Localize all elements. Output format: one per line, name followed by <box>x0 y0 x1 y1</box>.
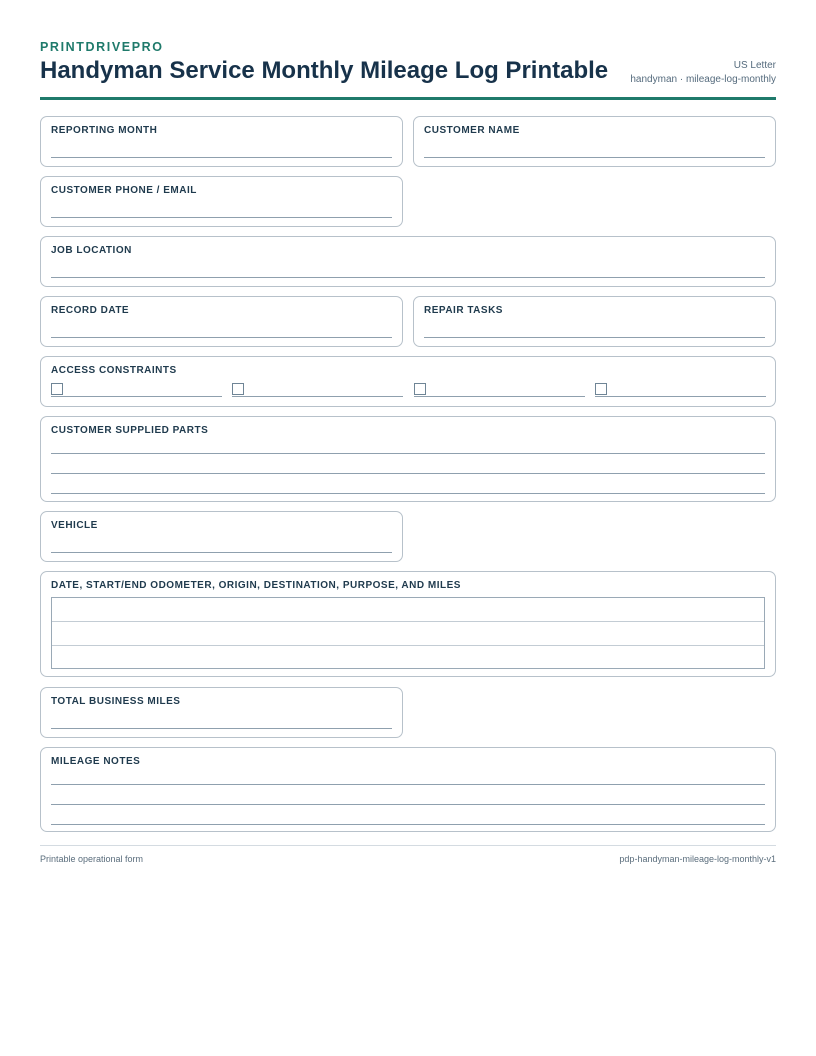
write-line <box>595 396 766 397</box>
field-label: CUSTOMER NAME <box>424 125 520 136</box>
access-constraints-field <box>40 356 776 407</box>
field-label: MILEAGE NOTES <box>51 756 141 767</box>
write-line[interactable] <box>51 804 765 805</box>
write-line[interactable] <box>424 157 765 158</box>
write-line <box>414 396 585 397</box>
form-slug: handyman · mileage-log-monthly <box>630 74 776 85</box>
field-label: ACCESS CONSTRAINTS <box>51 365 177 376</box>
table-row-divider <box>52 621 764 622</box>
vehicle-field[interactable] <box>40 511 403 562</box>
access-option-3[interactable] <box>414 383 585 399</box>
field-label: VEHICLE <box>51 520 98 531</box>
write-line[interactable] <box>51 784 765 785</box>
write-line[interactable] <box>51 552 392 553</box>
write-line <box>51 396 222 397</box>
job-location-field[interactable] <box>40 236 776 287</box>
field-label: JOB LOCATION <box>51 245 132 256</box>
field-label: REPORTING MONTH <box>51 125 158 136</box>
trip-log-table[interactable] <box>51 597 765 669</box>
write-line[interactable] <box>51 337 392 338</box>
page-title: Handyman Service Monthly Mileage Log Printable <box>40 57 609 84</box>
customer-name-field[interactable] <box>413 116 776 167</box>
field-label: RECORD DATE <box>51 305 130 316</box>
field-label: TOTAL BUSINESS MILES <box>51 696 181 707</box>
table-row-divider <box>52 645 764 646</box>
footer-left: Printable operational form <box>40 854 144 864</box>
write-line[interactable] <box>51 824 765 825</box>
write-line[interactable] <box>51 728 392 729</box>
access-option-4[interactable] <box>595 383 766 399</box>
write-line[interactable] <box>51 453 765 454</box>
access-option-2[interactable] <box>232 383 403 399</box>
field-label: CUSTOMER PHONE / EMAIL <box>51 185 197 196</box>
paper-size: US Letter <box>733 60 776 71</box>
write-line[interactable] <box>51 217 392 218</box>
checkbox[interactable] <box>51 383 63 395</box>
total-business-miles-field[interactable] <box>40 687 403 738</box>
page-footer <box>40 845 776 865</box>
write-line[interactable] <box>51 473 765 474</box>
field-label: DATE, START/END ODOMETER, ORIGIN, DESTINATION, PURPOSE, AND MILES <box>51 580 461 591</box>
checkbox[interactable] <box>414 383 426 395</box>
write-line[interactable] <box>51 493 765 494</box>
customer-supplied-parts-field[interactable] <box>40 416 776 502</box>
write-line[interactable] <box>51 157 392 158</box>
form-id: pdp-handyman-mileage-log-monthly-v1 <box>619 854 776 864</box>
write-line[interactable] <box>51 277 765 278</box>
checkbox[interactable] <box>595 383 607 395</box>
trip-log-field <box>40 571 776 677</box>
repair-tasks-field[interactable] <box>413 296 776 347</box>
customer-contact-field[interactable] <box>40 176 403 227</box>
write-line[interactable] <box>424 337 765 338</box>
field-label: REPAIR TASKS <box>424 305 503 316</box>
reporting-month-field[interactable] <box>40 116 403 167</box>
brand-name: PRINTDRIVEPRO <box>40 40 164 54</box>
access-option-1[interactable] <box>51 383 222 399</box>
checkbox[interactable] <box>232 383 244 395</box>
write-line <box>232 396 403 397</box>
page-header <box>40 38 776 100</box>
field-label: CUSTOMER SUPPLIED PARTS <box>51 425 209 436</box>
header-meta <box>630 59 776 87</box>
mileage-notes-field[interactable] <box>40 747 776 832</box>
record-date-field[interactable] <box>40 296 403 347</box>
